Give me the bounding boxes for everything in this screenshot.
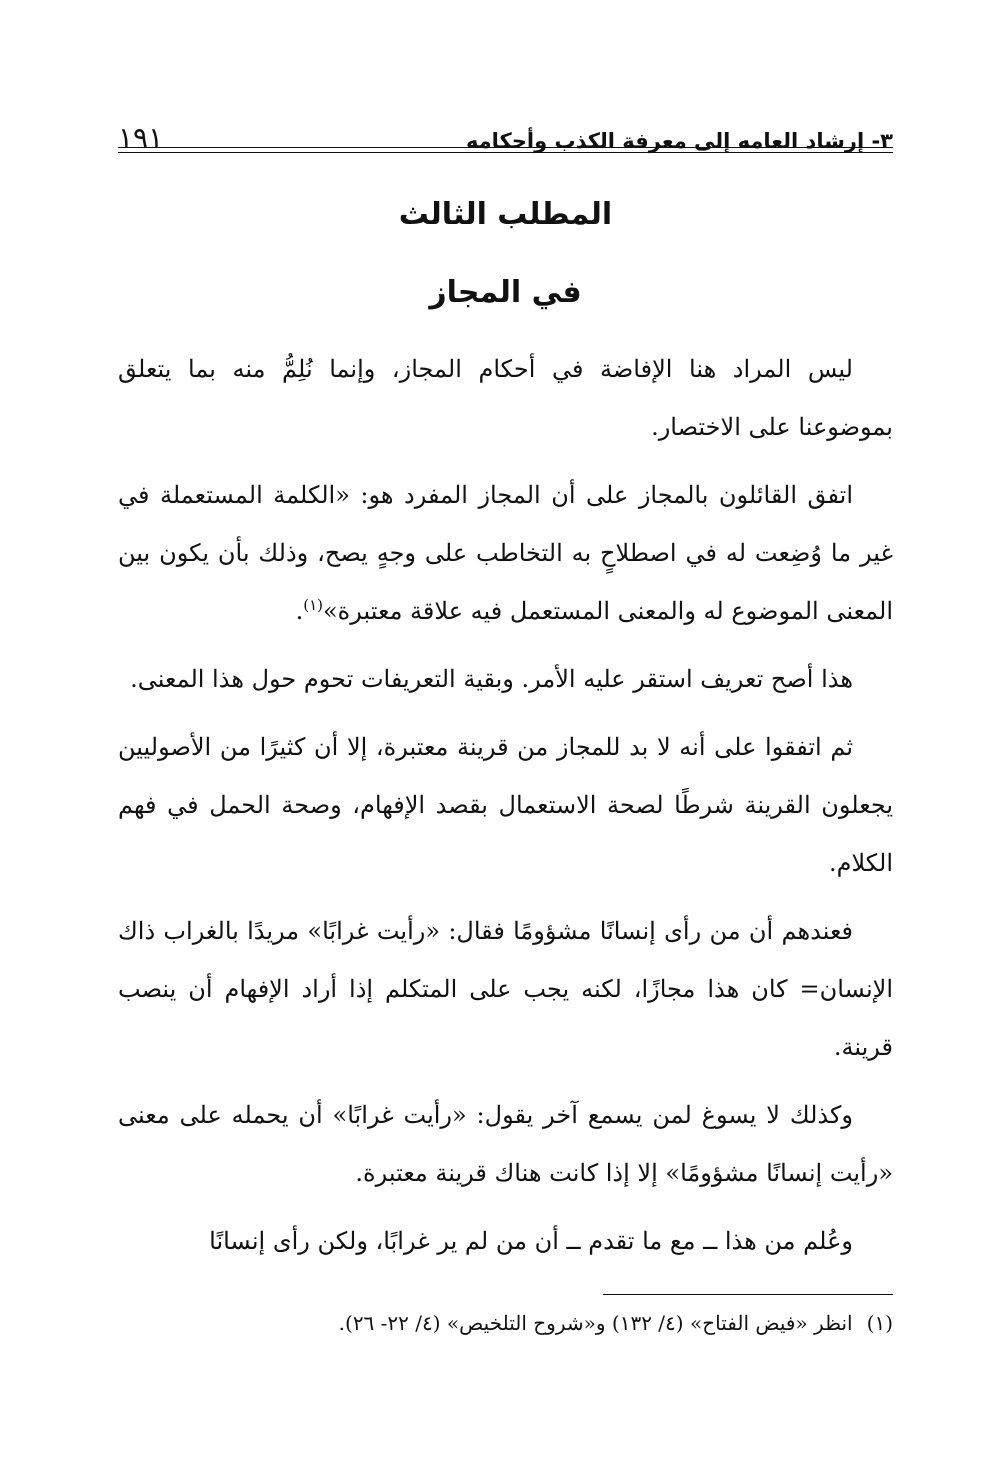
paragraph-6: وكذلك لا يسوغ لمن يسمع آخر يقول: «رأيت غرابًا» أن يحمله على معنى «رأيت إنسانًا مشؤومًا» إلا إذا كانت هناك قرينة معتبرة. [118, 1101, 893, 1187]
footnote-number: (١) [866, 1311, 893, 1335]
header-rule-bottom [118, 152, 893, 153]
body-text [118, 340, 893, 1280]
section-title: المطلب الثالث [398, 197, 613, 232]
paragraph-3: هذا أصح تعريف استقر عليه الأمر. وبقية التعريفات تحوم حول هذا المعنى. [130, 665, 853, 693]
running-header [118, 112, 893, 152]
paragraph-4: ثم اتفقوا على أنه لا بد للمجاز من قرينة معتبرة، إلا أن كثيرًا من الأصوليين يجعلون القرينة شرطًا لصحة الاستعمال بقصد الإفهام، وصحة الحمل في فهم الكلام. [118, 733, 893, 877]
header-rule-top [118, 147, 893, 148]
section-subtitle: في المجاز [429, 275, 582, 310]
paragraph-1: ليس المراد هنا الإفاضة في أحكام المجاز، وإنما نُلِمُّ منه بما يتعلق بموضوعنا على الاختصار. [118, 355, 893, 441]
page-number: ١٩١ [118, 121, 164, 154]
footnote-separator [603, 1294, 893, 1295]
paragraph-5: فعندهم أن من رأى إنسانًا مشؤومًا فقال: «رأيت غرابًا» مريدًا بالغراب ذاك الإنسان= كان هذا مجازًا، لكنه يجب على المتكلم إذا أراد الإفهام أن ينصب قرينة. [118, 917, 893, 1061]
footnote-text: انظر «فيض الفتاح» (٤/ ١٣٢) و«شروح التلخيص» (٤/ ٢٢- ٢٦). [338, 1311, 853, 1335]
paragraph-2-end: . [295, 597, 304, 625]
footnote-reference[interactable]: (١) [303, 596, 323, 614]
paragraph-2-text: اتفق القائلون بالمجاز على أن المجاز المفرد هو: «الكلمة المستعملة في غير ما وُضِعت له في اصطلاحٍ به التخاطب على وجهٍ يصح، وذلك بأن يكون بين المعنى الموضوع له والمعنى المستعمل فيه علاقة معتبرة» [118, 481, 893, 625]
paragraph-7: وعُلم من هذا ــ مع ما تقدم ــ أن من لم ير غرابًا، ولكن رأى إنسانًا [209, 1227, 853, 1255]
paragraph-2 [118, 466, 893, 640]
footnote [118, 1308, 893, 1338]
header-title: ٣- إرشاد العامه إلى معرفة الكذب وأحكامه [465, 129, 893, 153]
